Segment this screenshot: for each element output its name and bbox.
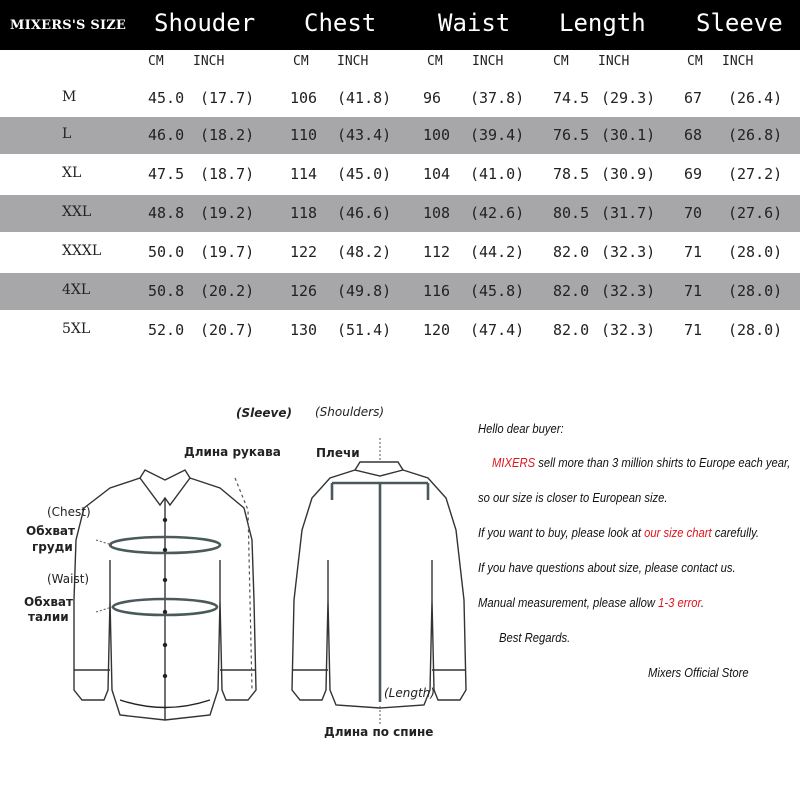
label-sleeve-en [236, 406, 292, 420]
cell-inch: (48.2) [337, 243, 392, 261]
cell-inch: (49.8) [337, 282, 392, 300]
cell-cm: 69 [684, 165, 703, 183]
front-shirt-drawing [74, 470, 256, 720]
cell-inch: (45.8) [470, 282, 525, 300]
back-measure-lines [332, 483, 428, 702]
cell-cm: 70 [684, 204, 703, 222]
cell-inch: (31.7) [601, 204, 656, 222]
cell-cm: 71 [684, 282, 703, 300]
unit-inch: INCH [472, 54, 504, 69]
label-chest-ru-1: Обхват [26, 524, 75, 538]
cell-cm: 68 [684, 126, 703, 144]
size-label: XXL [62, 204, 92, 220]
cell-inch: (32.3) [601, 321, 656, 339]
size-label: M [62, 89, 77, 105]
cell-cm: 45.0 [148, 89, 185, 107]
cell-inch: (41.8) [337, 89, 392, 107]
label-waist-en: (Waist) [47, 572, 90, 586]
label-length-ru: Длина по спине [324, 725, 434, 739]
cell-inch: (18.7) [200, 165, 255, 183]
note-brand: MIXERS [492, 456, 536, 470]
unit-cm: CM [687, 54, 703, 69]
unit-cm: CM [553, 54, 569, 69]
cell-cm: 67 [684, 89, 703, 107]
note-euro-size: so our size is closer to European size. [478, 491, 668, 505]
cell-inch: (41.0) [470, 165, 525, 183]
note-contact: If you have questions about size, please contact us. [478, 561, 736, 575]
cell-inch: (46.6) [337, 204, 392, 222]
cell-inch: (18.2) [200, 126, 255, 144]
cell-cm: 82.0 [553, 243, 590, 261]
unit-cm: CM [427, 54, 443, 69]
cell-cm: 47.5 [148, 165, 185, 183]
cell-cm: 80.5 [553, 204, 590, 222]
label-shoulders-ru: Плечи [316, 446, 360, 460]
cell-cm: 120 [423, 321, 451, 339]
unit-inch: INCH [598, 54, 630, 69]
note-size-chart-line [478, 526, 759, 540]
brand-title: MIXERS'S SIZE [10, 18, 127, 33]
label-waist-ru-1: Обхват [24, 595, 73, 609]
cell-inch: (19.7) [200, 243, 255, 261]
cell-cm: 96 [423, 89, 442, 107]
col-header-sleeve: Sleeve [696, 9, 783, 37]
cell-inch: (37.8) [470, 89, 525, 107]
note-regards: Best Regards. [499, 631, 571, 645]
cell-inch: (43.4) [337, 126, 392, 144]
cell-cm: 104 [423, 165, 451, 183]
unit-inch: INCH [337, 54, 369, 69]
unit-cm: CM [148, 54, 164, 69]
cell-cm: 74.5 [553, 89, 590, 107]
cell-cm: 71 [684, 321, 703, 339]
cell-cm: 46.0 [148, 126, 185, 144]
cell-cm: 82.0 [553, 321, 590, 339]
cell-inch: (19.2) [200, 204, 255, 222]
col-header-length: Length [559, 9, 646, 37]
cell-cm: 50.8 [148, 282, 185, 300]
unit-inch: INCH [193, 54, 225, 69]
unit-cm: CM [293, 54, 309, 69]
cell-inch: (20.7) [200, 321, 255, 339]
size-label: XXXL [62, 243, 102, 259]
cell-inch: (32.3) [601, 282, 656, 300]
cell-inch: (28.0) [728, 243, 783, 261]
cell-cm: 100 [423, 126, 451, 144]
cell-cm: 118 [290, 204, 318, 222]
note-size-chart-red: our size chart [644, 526, 712, 540]
cell-cm: 126 [290, 282, 318, 300]
note-error-line [478, 596, 704, 610]
cell-cm: 110 [290, 126, 318, 144]
cell-cm: 130 [290, 321, 318, 339]
cell-cm: 50.0 [148, 243, 185, 261]
note-brand-line [492, 456, 790, 470]
cell-inch: (30.1) [601, 126, 656, 144]
col-header-chest: Chest [304, 9, 377, 37]
label-chest-ru-2: груди [32, 540, 73, 554]
cell-inch: (47.4) [470, 321, 525, 339]
label-sleeve-ru: Длина рукава [184, 445, 281, 459]
unit-inch: INCH [722, 54, 754, 69]
cell-cm: 71 [684, 243, 703, 261]
cell-inch: (27.6) [728, 204, 783, 222]
cell-cm: 52.0 [148, 321, 185, 339]
cell-inch: (32.3) [601, 243, 656, 261]
cell-inch: (30.9) [601, 165, 656, 183]
label-chest-en: (Chest) [47, 505, 91, 519]
size-label: 5XL [62, 321, 91, 337]
cell-inch: (17.7) [200, 89, 255, 107]
cell-cm: 78.5 [553, 165, 590, 183]
cell-cm: 112 [423, 243, 451, 261]
note-brand-rest: sell more than 3 million shirts to Europe each year, [535, 456, 791, 470]
note-size-chart-b: carefully. [711, 526, 759, 540]
cell-inch: (29.3) [601, 89, 656, 107]
cell-inch: (27.2) [728, 165, 783, 183]
cell-cm: 116 [423, 282, 451, 300]
cell-inch: (26.4) [728, 89, 783, 107]
cell-inch: (20.2) [200, 282, 255, 300]
cell-inch: (42.6) [470, 204, 525, 222]
label-waist-ru-2: талии [28, 610, 69, 624]
size-label: 4XL [62, 282, 91, 298]
note-greeting: Hello dear buyer: [478, 422, 564, 436]
note-error-b: . [700, 596, 704, 610]
cell-inch: (28.0) [728, 282, 783, 300]
cell-cm: 106 [290, 89, 318, 107]
cell-cm: 76.5 [553, 126, 590, 144]
cell-inch: (51.4) [337, 321, 392, 339]
label-shoulders-en: (Shoulders) [315, 405, 385, 419]
label-sleeve-en-text: (Sleeve) [236, 406, 292, 420]
cell-inch: (28.0) [728, 321, 783, 339]
cell-cm: 108 [423, 204, 451, 222]
cell-inch: (26.8) [728, 126, 783, 144]
cell-inch: (45.0) [337, 165, 392, 183]
note-store: Mixers Official Store [648, 666, 749, 680]
note-error-a: Manual measurement, please allow [478, 596, 659, 610]
cell-cm: 48.8 [148, 204, 185, 222]
sleeve-dashed-line [235, 478, 252, 690]
note-error-red: 1-3 error [658, 596, 701, 610]
cell-inch: (44.2) [470, 243, 525, 261]
cell-inch: (39.4) [470, 126, 525, 144]
size-label: L [62, 126, 72, 142]
col-header-waist: Waist [438, 9, 511, 37]
col-header-shoulder: Shouder [154, 9, 256, 37]
cell-cm: 82.0 [553, 282, 590, 300]
label-length-en: (Length) [384, 686, 435, 700]
cell-cm: 114 [290, 165, 318, 183]
size-label: XL [62, 165, 82, 181]
note-size-chart-a: If you want to buy, please look at [478, 526, 645, 540]
cell-cm: 122 [290, 243, 318, 261]
